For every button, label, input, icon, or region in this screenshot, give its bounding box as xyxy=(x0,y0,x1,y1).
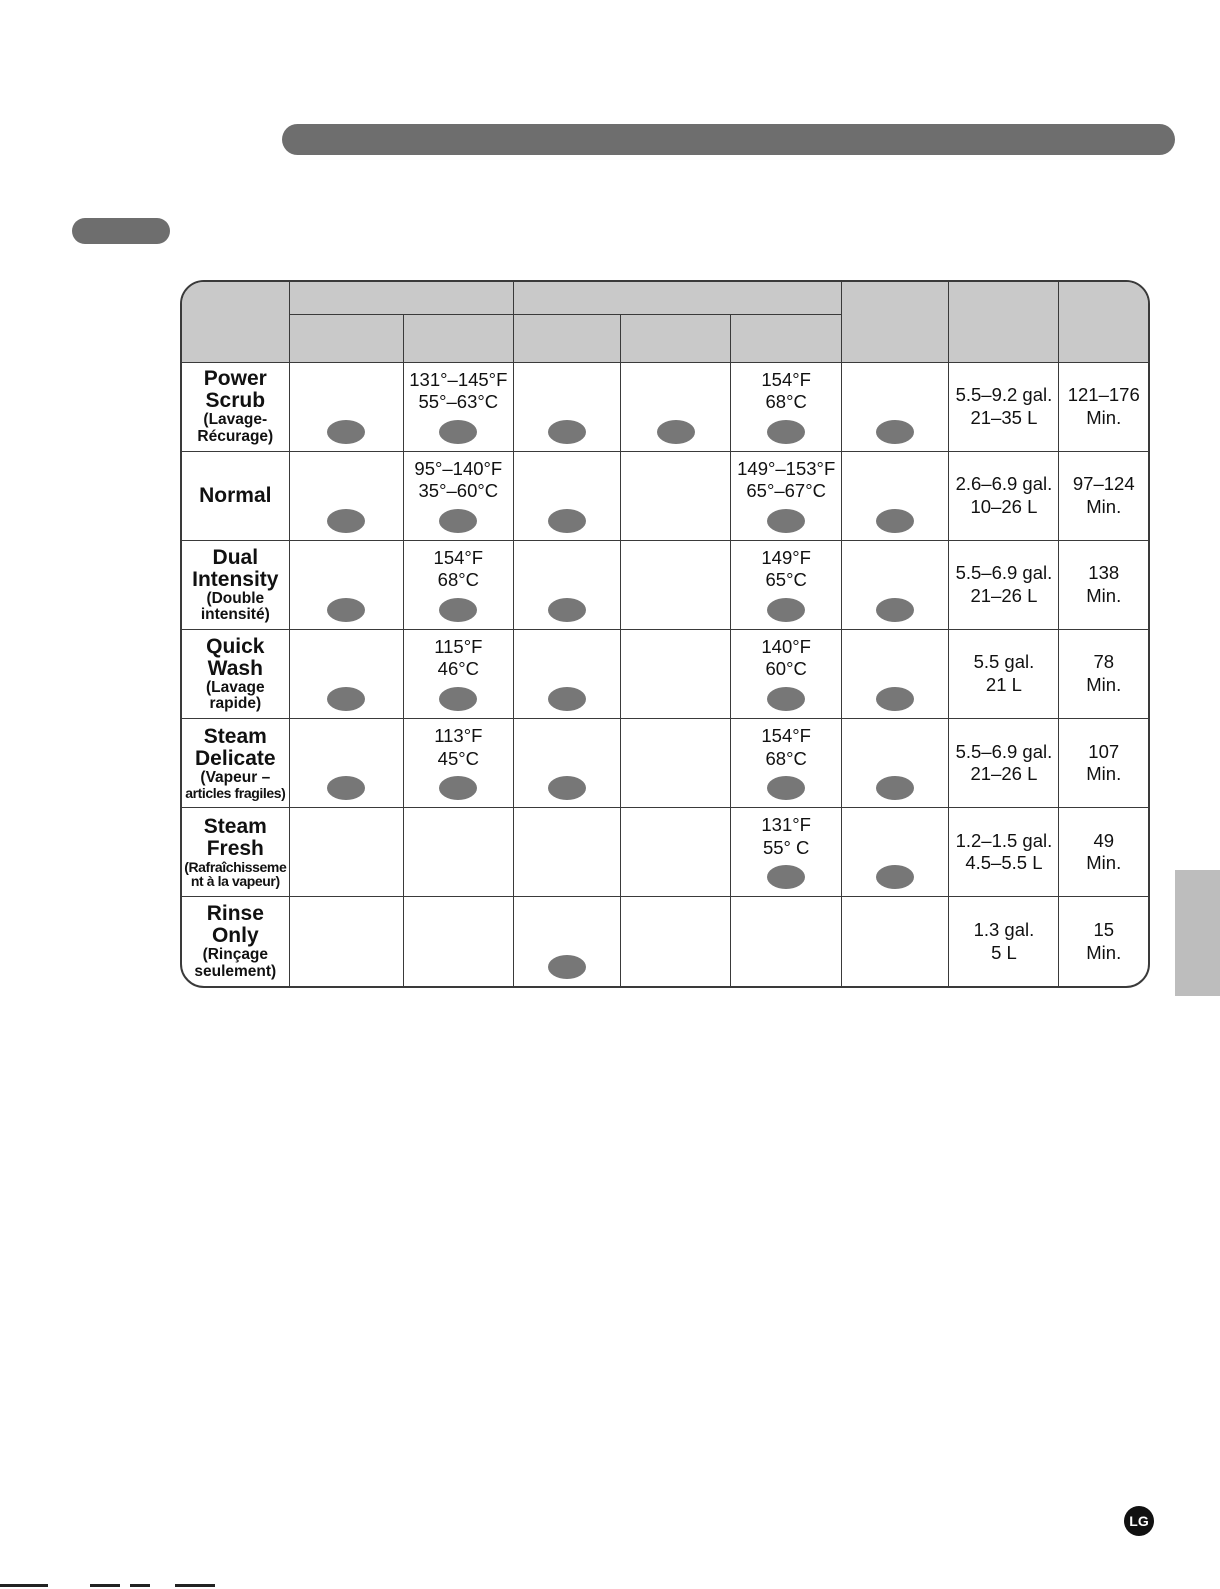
option-indicator-dot xyxy=(439,687,477,711)
option-indicator-dot xyxy=(439,598,477,622)
temp-celsius: 68°C xyxy=(765,391,807,413)
water-gallons: 5.5–6.9 gal. xyxy=(955,562,1053,584)
option-cell xyxy=(289,719,403,808)
temp-celsius: 68°C xyxy=(437,569,479,591)
option-cell xyxy=(289,362,403,451)
option-indicator-dot xyxy=(876,776,914,800)
temperature-range xyxy=(404,547,513,592)
table-row xyxy=(182,451,1148,540)
cycle-name: Wash xyxy=(207,656,263,680)
option-cell xyxy=(289,451,403,540)
option-indicator-dot xyxy=(548,598,586,622)
temp-celsius: 46°C xyxy=(437,658,479,680)
option-indicator-dot xyxy=(876,865,914,889)
table-row xyxy=(182,719,1148,808)
option-cell xyxy=(842,362,949,451)
water-liters: 21–26 L xyxy=(970,584,1038,606)
option-cell xyxy=(403,719,513,808)
cycle-name: Rinse xyxy=(206,902,264,926)
option-indicator-dot xyxy=(767,776,805,800)
option-cell xyxy=(842,808,949,897)
header-col-6 xyxy=(842,282,949,362)
cycle-name-french: intensité) xyxy=(200,605,270,623)
option-cell xyxy=(620,362,730,451)
option-indicator-dot xyxy=(657,420,695,444)
cycle-name-french: (Vapeur – xyxy=(200,768,271,786)
cycle-time-unit: Min. xyxy=(1086,584,1122,606)
option-cell xyxy=(620,808,730,897)
option-cell xyxy=(513,808,620,897)
cycle-time-value: 78 xyxy=(1093,651,1115,673)
wash-cycle-table xyxy=(180,280,1150,988)
option-cell xyxy=(731,719,842,808)
lg-logo-icon: LG xyxy=(1124,1506,1154,1536)
water-gallons: 5.5–6.9 gal. xyxy=(955,740,1053,762)
temp-celsius: 68°C xyxy=(765,747,807,769)
cycle-name-cell xyxy=(182,629,289,718)
cycle-time-cell xyxy=(1059,897,1148,986)
temp-fahrenheit: 149°F xyxy=(761,546,811,568)
cycle-name: Dual xyxy=(212,545,259,569)
table-row xyxy=(182,362,1148,451)
water-liters: 21 L xyxy=(985,673,1022,695)
cycle-name: Intensity xyxy=(192,567,279,591)
option-cell xyxy=(513,451,620,540)
option-indicator-dot xyxy=(767,865,805,889)
cycle-name: Power xyxy=(203,367,267,391)
water-liters: 10–26 L xyxy=(970,495,1038,517)
option-cell xyxy=(731,362,842,451)
option-cell xyxy=(403,897,513,986)
cycle-name-french: rapide) xyxy=(209,695,262,713)
cycle-time-unit: Min. xyxy=(1086,763,1122,785)
option-indicator-dot xyxy=(876,420,914,444)
option-cell xyxy=(513,540,620,629)
header-sub-3 xyxy=(513,314,620,362)
option-indicator-dot xyxy=(439,420,477,444)
cycle-time-cell xyxy=(1059,719,1148,808)
cycle-time-cell xyxy=(1059,362,1148,451)
cycle-time-value: 107 xyxy=(1088,740,1120,762)
water-gallons: 2.6–6.9 gal. xyxy=(955,473,1053,495)
temp-fahrenheit: 149°–153°F xyxy=(737,457,836,479)
cycle-name-french: Récurage) xyxy=(197,427,274,445)
water-liters: 21–26 L xyxy=(970,763,1038,785)
option-cell xyxy=(513,897,620,986)
cycle-name: Delicate xyxy=(195,746,276,770)
temperature-range xyxy=(404,458,513,503)
water-usage-cell xyxy=(949,808,1059,897)
option-cell xyxy=(620,540,730,629)
option-indicator-dot xyxy=(327,420,365,444)
temp-celsius: 35°–60°C xyxy=(418,480,499,502)
option-cell xyxy=(620,451,730,540)
temperature-range xyxy=(731,725,841,770)
option-indicator-dot xyxy=(327,776,365,800)
water-liters: 21–35 L xyxy=(970,406,1038,428)
cycle-time-cell xyxy=(1059,540,1148,629)
cycle-time-value: 121–176 xyxy=(1067,384,1140,405)
table-row xyxy=(182,808,1148,897)
side-section-tab xyxy=(1175,870,1220,996)
cycle-time-cell xyxy=(1059,629,1148,718)
cycle-time-value: 97–124 xyxy=(1072,473,1135,495)
temp-fahrenheit: 95°–140°F xyxy=(414,457,503,479)
cycle-name-cell xyxy=(182,897,289,986)
water-gallons: 5.5 gal. xyxy=(973,651,1035,673)
cycle-time-cell xyxy=(1059,451,1148,540)
temp-fahrenheit: 154°F xyxy=(433,546,484,568)
option-indicator-dot xyxy=(548,509,586,533)
water-gallons: 1.2–1.5 gal. xyxy=(955,829,1053,851)
option-indicator-dot xyxy=(548,420,586,444)
option-indicator-dot xyxy=(439,776,477,800)
option-cell xyxy=(289,629,403,718)
cycle-time-value: 138 xyxy=(1088,562,1120,584)
cycle-name-french: (Rafraîchisseme xyxy=(184,858,287,875)
title-bar xyxy=(282,124,1175,155)
option-indicator-dot xyxy=(548,776,586,800)
option-cell xyxy=(842,451,949,540)
water-usage-cell xyxy=(949,629,1059,718)
option-cell xyxy=(289,540,403,629)
temperature-range xyxy=(731,636,841,681)
temperature-range xyxy=(404,369,513,414)
option-indicator-dot xyxy=(327,509,365,533)
temp-celsius: 45°C xyxy=(437,747,479,769)
option-cell xyxy=(513,629,620,718)
option-cell xyxy=(731,451,842,540)
cycle-name: Steam xyxy=(203,814,267,838)
option-cell xyxy=(289,808,403,897)
header-water xyxy=(949,282,1059,362)
header-cycle xyxy=(182,282,289,362)
option-indicator-dot xyxy=(327,687,365,711)
temperature-range xyxy=(731,547,841,592)
option-cell xyxy=(620,719,730,808)
table-row xyxy=(182,629,1148,718)
temperature-range xyxy=(731,458,841,503)
option-cell xyxy=(731,629,842,718)
header-group-1 xyxy=(289,282,513,314)
cycle-name-french: (Lavage xyxy=(206,678,265,696)
cycle-time-value: 15 xyxy=(1093,919,1115,941)
section-label-pill xyxy=(72,218,170,244)
water-liters: 4.5–5.5 L xyxy=(965,852,1043,874)
table-row xyxy=(182,897,1148,986)
option-cell xyxy=(403,540,513,629)
option-cell xyxy=(513,719,620,808)
temp-fahrenheit: 154°F xyxy=(761,368,811,390)
cycle-name: Only xyxy=(211,924,259,948)
table-row xyxy=(182,540,1148,629)
cycle-name: Quick xyxy=(206,634,265,658)
option-cell xyxy=(731,540,842,629)
cycle-time-unit: Min. xyxy=(1086,852,1122,874)
cycle-name-cell xyxy=(182,451,289,540)
temperature-range xyxy=(731,369,841,414)
temp-fahrenheit: 154°F xyxy=(761,725,811,747)
water-usage-cell xyxy=(949,719,1059,808)
cycle-time-unit: Min. xyxy=(1086,495,1122,517)
option-cell xyxy=(842,629,949,718)
temperature-range xyxy=(404,636,513,681)
cycle-time-cell xyxy=(1059,808,1148,897)
temp-fahrenheit: 115°F xyxy=(434,635,483,657)
option-indicator-dot xyxy=(876,509,914,533)
cycle-name-french: nt à la vapeur) xyxy=(190,873,280,890)
cycle-name-cell xyxy=(182,808,289,897)
temp-fahrenheit: 113°F xyxy=(434,725,483,747)
header-group-2 xyxy=(513,282,841,314)
option-indicator-dot xyxy=(439,509,477,533)
cycle-time-unit: Min. xyxy=(1086,941,1122,963)
cycle-name-french: (Rinçage xyxy=(202,946,269,964)
option-indicator-dot xyxy=(548,955,586,979)
temp-fahrenheit: 131°F xyxy=(761,814,811,836)
header-sub-2 xyxy=(403,314,513,362)
cycle-name-french: (Lavage- xyxy=(203,411,268,429)
water-usage-cell xyxy=(949,362,1059,451)
cycle-name-french: articles fragiles) xyxy=(185,784,286,801)
cycle-name: Normal xyxy=(199,483,272,507)
header-sub-5 xyxy=(731,314,842,362)
cycle-name-cell xyxy=(182,362,289,451)
option-cell xyxy=(513,362,620,451)
cycle-name: Fresh xyxy=(206,836,264,860)
option-indicator-dot xyxy=(767,687,805,711)
option-cell xyxy=(842,897,949,986)
cycle-time-value: 49 xyxy=(1093,829,1115,851)
temp-celsius: 55°–63°C xyxy=(418,391,499,413)
temp-celsius: 65°C xyxy=(765,569,807,591)
option-cell xyxy=(403,808,513,897)
option-cell xyxy=(620,897,730,986)
header-sub-1 xyxy=(289,314,403,362)
temperature-range xyxy=(404,725,513,770)
option-indicator-dot xyxy=(767,420,805,444)
temp-fahrenheit: 140°F xyxy=(761,635,811,657)
header-sub-4 xyxy=(620,314,730,362)
water-gallons: 5.5–9.2 gal. xyxy=(955,384,1053,405)
option-indicator-dot xyxy=(767,509,805,533)
option-cell xyxy=(289,897,403,986)
water-usage-cell xyxy=(949,540,1059,629)
cycle-name-cell xyxy=(182,540,289,629)
temperature-range xyxy=(731,814,841,859)
option-cell xyxy=(842,540,949,629)
option-cell xyxy=(403,451,513,540)
temp-celsius: 65°–67°C xyxy=(746,480,826,502)
cycle-name: Scrub xyxy=(205,389,266,413)
cycle-time-unit: Min. xyxy=(1086,673,1122,695)
option-cell xyxy=(403,362,513,451)
temp-fahrenheit: 131°–145°F xyxy=(409,368,508,390)
header-time xyxy=(1059,282,1148,362)
option-indicator-dot xyxy=(876,687,914,711)
cycle-name-french: seulement) xyxy=(194,962,277,980)
temp-celsius: 55° C xyxy=(762,836,810,858)
option-cell xyxy=(842,719,949,808)
water-usage-cell xyxy=(949,897,1059,986)
cycle-name-cell xyxy=(182,719,289,808)
option-indicator-dot xyxy=(767,598,805,622)
option-indicator-dot xyxy=(327,598,365,622)
cycle-time-unit: Min. xyxy=(1086,406,1122,428)
option-indicator-dot xyxy=(876,598,914,622)
option-cell xyxy=(731,808,842,897)
cycle-name-french: (Double xyxy=(206,589,265,607)
temp-celsius: 60°C xyxy=(765,658,807,680)
footer-print-marks xyxy=(0,1584,240,1589)
water-gallons: 1.3 gal. xyxy=(973,919,1035,941)
water-liters: 5 L xyxy=(991,941,1017,963)
cycle-name: Steam xyxy=(203,724,267,748)
option-indicator-dot xyxy=(548,687,586,711)
option-cell xyxy=(403,629,513,718)
option-cell xyxy=(731,897,842,986)
option-cell xyxy=(620,629,730,718)
water-usage-cell xyxy=(949,451,1059,540)
